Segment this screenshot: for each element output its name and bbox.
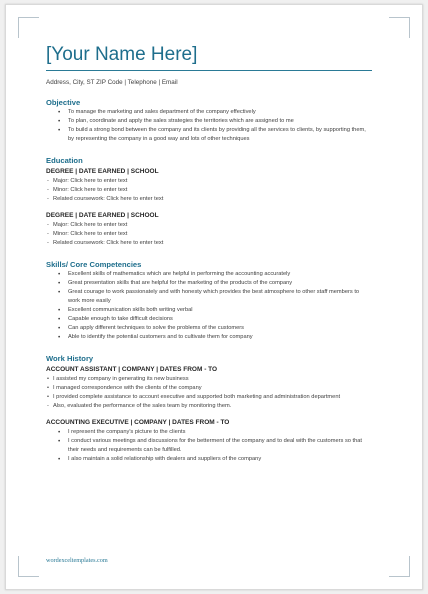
bullet-icon: •	[58, 438, 61, 445]
job-duty[interactable]: - Also, evaluated the performance of the sales team by monitoring them.	[47, 403, 232, 409]
job-duty[interactable]: • I provided complete assistance to account executive and supported both marketing and administration department	[47, 394, 341, 400]
skills-section	[46, 260, 372, 342]
work-history-section	[46, 354, 372, 464]
bullet-icon: •	[58, 325, 61, 332]
education-detail[interactable]: - Major: Click here to enter text	[47, 222, 128, 228]
job-heading[interactable]: ACCOUNTING EXECUTIVE | COMPANY | DATES FROM - TO	[46, 419, 230, 426]
footer-site-link[interactable]: wordexceltemplates.com	[46, 557, 108, 564]
crop-mark-bottom-right	[389, 556, 410, 577]
bullet-icon: •	[47, 394, 49, 400]
dash-icon: -	[47, 196, 49, 202]
resume-content	[46, 44, 372, 464]
crop-mark-bottom-left	[18, 556, 39, 577]
education-detail[interactable]: - Minor: Click here to enter text	[47, 231, 128, 237]
contact-info[interactable]: Address, City, ST ZIP Code | Telephone | Email	[46, 79, 178, 86]
objective-heading: Objective	[46, 98, 81, 107]
skill-item[interactable]: • Able to identify the potential customers and to cultivate them for company	[58, 334, 253, 341]
objective-section	[46, 98, 372, 144]
education-detail[interactable]: - Minor: Click here to enter text	[47, 187, 128, 193]
skill-item[interactable]: • Great presentation skills that are helpful for the marketing of the products of the company	[58, 280, 293, 287]
resume-name[interactable]: [Your Name Here]	[46, 44, 372, 71]
bullet-icon: •	[58, 127, 61, 134]
degree-heading[interactable]: DEGREE | DATE EARNED | SCHOOL	[46, 212, 159, 219]
job-duties-list	[46, 375, 372, 411]
job-duty[interactable]: • I managed correspondence with the clients of the company	[47, 385, 202, 391]
dash-icon: -	[47, 240, 49, 246]
bullet-icon: •	[58, 109, 61, 116]
job-duties-list	[46, 428, 372, 464]
education-detail[interactable]: - Major: Click here to enter text	[47, 178, 128, 184]
education-section	[46, 156, 372, 248]
education-details-list	[46, 221, 372, 248]
objective-item[interactable]: • To manage the marketing and sales department of the company effectively	[58, 109, 256, 116]
bullet-icon: •	[58, 316, 61, 323]
degree-heading[interactable]: DEGREE | DATE EARNED | SCHOOL	[46, 168, 159, 175]
skill-item[interactable]: • Capable enough to take difficult decisions	[58, 316, 173, 323]
education-detail[interactable]: - Related coursework: Click here to enter text	[47, 240, 164, 246]
dash-icon: -	[47, 231, 49, 237]
objective-item[interactable]: • To build a strong bond between the company and its clients by providing all the services to clients, by supporting them, by representing the company in a good way and lots of other techniques	[58, 127, 366, 142]
work-history-heading: Work History	[46, 354, 94, 363]
bullet-icon: •	[58, 429, 61, 436]
job-heading[interactable]: ACCOUNT ASSISTANT | COMPANY | DATES FROM - TO	[46, 366, 218, 373]
crop-mark-top-left	[18, 17, 39, 38]
skill-item[interactable]: • Excellent communication skills both writing verbal	[58, 307, 193, 314]
dash-icon: -	[47, 178, 49, 184]
job-duty[interactable]: • I assisted my company in generating its new business	[47, 376, 189, 382]
education-details-list	[46, 177, 372, 204]
bullet-icon: •	[58, 118, 61, 125]
bullet-icon: •	[58, 289, 61, 296]
objective-list	[46, 108, 372, 144]
bullet-icon: •	[58, 280, 61, 287]
education-detail[interactable]: - Related coursework: Click here to enter text	[47, 196, 164, 202]
objective-item[interactable]: • To plan, coordinate and apply the sales strategies the territories which are assigned to me	[58, 118, 294, 125]
skill-item[interactable]: • Excellent skills of mathematics which are helpful in performing the accounting accurately	[58, 271, 291, 278]
crop-mark-top-right	[389, 17, 410, 38]
bullet-icon: •	[58, 456, 61, 463]
education-heading: Education	[46, 156, 83, 165]
skills-list	[46, 270, 372, 342]
skills-heading: Skills/ Core Competencies	[46, 260, 142, 269]
dash-icon: -	[47, 222, 49, 228]
bullet-icon: •	[47, 385, 49, 391]
bullet-icon: •	[58, 334, 61, 341]
bullet-icon: •	[58, 307, 61, 314]
dash-icon: -	[47, 403, 49, 409]
dash-icon: -	[47, 187, 49, 193]
job-duty[interactable]: • I also maintain a solid relationship with dealers and suppliers of the company	[58, 456, 262, 463]
job-duty[interactable]: • I conduct various meetings and discussions for the betterment of the company and to deal with the customers so that their needs and requirements can be fulfilled.	[58, 438, 363, 453]
bullet-icon: •	[58, 271, 61, 278]
skill-item[interactable]: • Can apply different techniques to solve the problems of the customers	[58, 325, 244, 332]
skill-item[interactable]: • Great courage to work passionately and with honesty which provides the best atmosphere to other staff members to work more easily	[58, 289, 360, 304]
bullet-icon: •	[47, 376, 49, 382]
job-duty[interactable]: • I represent the company's picture to the clients	[58, 429, 186, 436]
